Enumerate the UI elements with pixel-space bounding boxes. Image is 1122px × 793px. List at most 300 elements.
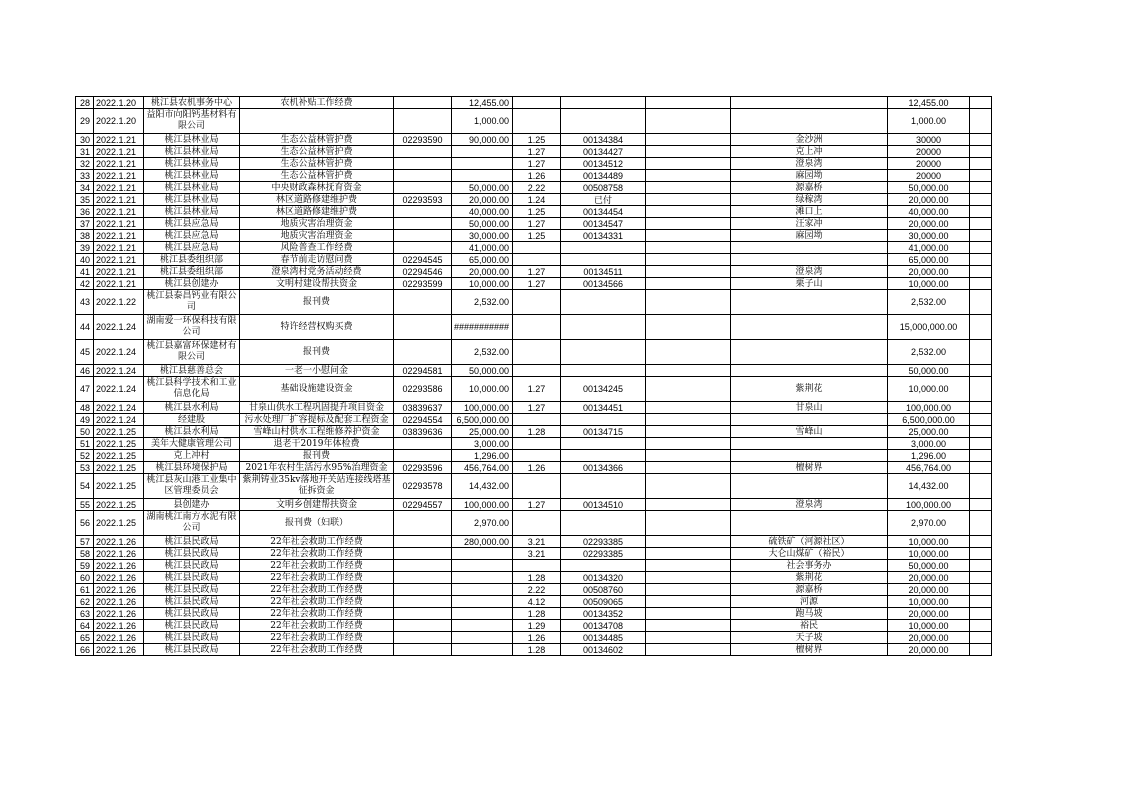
date-cell: 2022.1.25: [94, 462, 144, 474]
voucher-number-cell: 已付: [561, 194, 646, 206]
table-row: [76, 474, 992, 499]
blank-cell: [646, 206, 731, 218]
amount-cell: [452, 644, 513, 656]
table-row: [76, 182, 992, 194]
voucher-number-cell: 00134454: [561, 206, 646, 218]
row-number-cell: 59: [76, 560, 94, 572]
reference-number-cell: 03839636: [394, 426, 452, 438]
amount-cell: 20,000.00: [452, 194, 513, 206]
date-code-cell: 1.25: [513, 206, 561, 218]
trailing-blank-cell: [970, 134, 992, 146]
payer-unit-cell: 桃江县林业局: [144, 206, 240, 218]
row-number-cell: 61: [76, 584, 94, 596]
table-row: [76, 290, 992, 315]
reference-number-cell: 03839637: [394, 402, 452, 414]
amount-cell: [452, 572, 513, 584]
village-cell: [731, 97, 888, 109]
row-number-cell: 38: [76, 230, 94, 242]
village-cell: [731, 254, 888, 266]
table-row: [76, 402, 992, 414]
reference-number-cell: [394, 536, 452, 548]
amount-cell: 1,000.00: [452, 109, 513, 134]
trailing-blank-cell: [970, 230, 992, 242]
allocated-amount-cell: 20,000.00: [888, 608, 970, 620]
payer-unit-cell: 桃江县应急局: [144, 230, 240, 242]
item-cell: 紫荆铸业35kv落地开关站连接线塔基征拆资金: [240, 474, 394, 499]
blank-cell: [646, 450, 731, 462]
row-number-cell: 62: [76, 596, 94, 608]
blank-cell: [646, 97, 731, 109]
amount-cell: [452, 170, 513, 182]
trailing-blank-cell: [970, 170, 992, 182]
amount-cell: 100,000.00: [452, 499, 513, 511]
row-number-cell: 52: [76, 450, 94, 462]
blank-cell: [646, 315, 731, 340]
payer-unit-cell: 湖南桃江南方水泥有限公司: [144, 511, 240, 536]
row-number-cell: 41: [76, 266, 94, 278]
item-cell: 农机补贴工作经费: [240, 97, 394, 109]
voucher-number-cell: [561, 97, 646, 109]
village-cell: 河源: [731, 596, 888, 608]
item-cell: 22年社会救助工作经费: [240, 620, 394, 632]
trailing-blank-cell: [970, 572, 992, 584]
allocated-amount-cell: 100,000.00: [888, 402, 970, 414]
item-cell: 退老干2019年体检费: [240, 438, 394, 450]
reference-number-cell: [394, 109, 452, 134]
voucher-number-cell: 00508758: [561, 182, 646, 194]
blank-cell: [646, 608, 731, 620]
village-cell: 澄泉湾: [731, 158, 888, 170]
voucher-number-cell: [561, 450, 646, 462]
blank-cell: [646, 402, 731, 414]
trailing-blank-cell: [970, 242, 992, 254]
trailing-blank-cell: [970, 438, 992, 450]
village-cell: 滩口上: [731, 206, 888, 218]
voucher-number-cell: 02293385: [561, 536, 646, 548]
date-cell: 2022.1.24: [94, 315, 144, 340]
reference-number-cell: 02293590: [394, 134, 452, 146]
allocated-amount-cell: 2,532.00: [888, 290, 970, 315]
reference-number-cell: [394, 644, 452, 656]
village-cell: 跑马坡: [731, 608, 888, 620]
table-row: [76, 206, 992, 218]
payer-unit-cell: 桃江县应急局: [144, 218, 240, 230]
row-number-cell: 63: [76, 608, 94, 620]
reference-number-cell: 02293578: [394, 474, 452, 499]
amount-cell: [452, 620, 513, 632]
item-cell: 基础设施建设资金: [240, 377, 394, 402]
row-number-cell: 58: [76, 548, 94, 560]
payer-unit-cell: 桃江县民政局: [144, 596, 240, 608]
voucher-number-cell: [561, 414, 646, 426]
date-cell: 2022.1.26: [94, 548, 144, 560]
date-cell: 2022.1.26: [94, 608, 144, 620]
item-cell: 雪峰山村供水工程维修养护资金: [240, 426, 394, 438]
allocated-amount-cell: 10,000.00: [888, 596, 970, 608]
date-code-cell: [513, 242, 561, 254]
blank-cell: [646, 462, 731, 474]
date-code-cell: 3.21: [513, 548, 561, 560]
voucher-number-cell: [561, 340, 646, 365]
blank-cell: [646, 511, 731, 536]
trailing-blank-cell: [970, 608, 992, 620]
reference-number-cell: [394, 560, 452, 572]
village-cell: 克上冲: [731, 146, 888, 158]
row-number-cell: 34: [76, 182, 94, 194]
village-cell: 硫铁矿（河源社区）: [731, 536, 888, 548]
table-row: [76, 644, 992, 656]
reference-number-cell: [394, 572, 452, 584]
trailing-blank-cell: [970, 377, 992, 402]
allocated-amount-cell: 20000: [888, 158, 970, 170]
voucher-number-cell: [561, 315, 646, 340]
table-row: [76, 340, 992, 365]
blank-cell: [646, 560, 731, 572]
trailing-blank-cell: [970, 548, 992, 560]
row-number-cell: 64: [76, 620, 94, 632]
trailing-blank-cell: [970, 596, 992, 608]
village-cell: 麻园坳: [731, 230, 888, 242]
trailing-blank-cell: [970, 402, 992, 414]
payer-unit-cell: 桃江县林业局: [144, 182, 240, 194]
table-row: [76, 414, 992, 426]
village-cell: 社会事务办: [731, 560, 888, 572]
trailing-blank-cell: [970, 315, 992, 340]
amount-cell: [452, 632, 513, 644]
date-code-cell: [513, 109, 561, 134]
allocated-amount-cell: 40,000.00: [888, 206, 970, 218]
item-cell: 地质灾害治理资金: [240, 230, 394, 242]
reference-number-cell: [394, 315, 452, 340]
date-cell: 2022.1.24: [94, 377, 144, 402]
trailing-blank-cell: [970, 620, 992, 632]
reference-number-cell: [394, 230, 452, 242]
amount-cell: 3,000.00: [452, 438, 513, 450]
allocated-amount-cell: 100,000.00: [888, 499, 970, 511]
allocated-amount-cell: 6,500,000.00: [888, 414, 970, 426]
date-cell: 2022.1.21: [94, 230, 144, 242]
trailing-blank-cell: [970, 450, 992, 462]
table-row: [76, 548, 992, 560]
allocated-amount-cell: 15,000,000.00: [888, 315, 970, 340]
reference-number-cell: [394, 97, 452, 109]
blank-cell: [646, 365, 731, 377]
reference-number-cell: [394, 146, 452, 158]
payer-unit-cell: 桃江县慈善总会: [144, 365, 240, 377]
blank-cell: [646, 536, 731, 548]
date-code-cell: [513, 365, 561, 377]
blank-cell: [646, 278, 731, 290]
blank-cell: [646, 596, 731, 608]
blank-cell: [646, 474, 731, 499]
row-number-cell: 37: [76, 218, 94, 230]
date-cell: 2022.1.21: [94, 254, 144, 266]
allocated-amount-cell: 30000: [888, 134, 970, 146]
date-cell: 2022.1.21: [94, 266, 144, 278]
payer-unit-cell: 桃江县民政局: [144, 536, 240, 548]
blank-cell: [646, 572, 731, 584]
item-cell: 生态公益林管护费: [240, 170, 394, 182]
allocated-amount-cell: 20,000.00: [888, 572, 970, 584]
payer-unit-cell: 桃江县嘉富环保建材有限公司: [144, 340, 240, 365]
voucher-number-cell: 00134331: [561, 230, 646, 242]
date-code-cell: 1.25: [513, 230, 561, 242]
blank-cell: [646, 170, 731, 182]
item-cell: 报刊费: [240, 450, 394, 462]
row-number-cell: 30: [76, 134, 94, 146]
table-row: [76, 620, 992, 632]
village-cell: [731, 315, 888, 340]
amount-cell: 6,500,000.00: [452, 414, 513, 426]
date-cell: 2022.1.21: [94, 206, 144, 218]
reference-number-cell: 02294581: [394, 365, 452, 377]
date-cell: 2022.1.25: [94, 511, 144, 536]
date-code-cell: 2.22: [513, 584, 561, 596]
payer-unit-cell: 益阳市向阳钙基材料有限公司: [144, 109, 240, 134]
date-cell: 2022.1.24: [94, 365, 144, 377]
payer-unit-cell: 桃江县环境保护局: [144, 462, 240, 474]
allocated-amount-cell: 50,000.00: [888, 182, 970, 194]
allocated-amount-cell: 10,000.00: [888, 548, 970, 560]
date-cell: 2022.1.24: [94, 414, 144, 426]
payer-unit-cell: 桃江县水利局: [144, 426, 240, 438]
trailing-blank-cell: [970, 146, 992, 158]
blank-cell: [646, 632, 731, 644]
row-number-cell: 49: [76, 414, 94, 426]
amount-cell: 456,764.00: [452, 462, 513, 474]
item-cell: 报刊费（妇联）: [240, 511, 394, 536]
reference-number-cell: [394, 620, 452, 632]
item-cell: 文明乡创建帮扶资金: [240, 499, 394, 511]
payer-unit-cell: 桃江县民政局: [144, 560, 240, 572]
voucher-number-cell: 00134512: [561, 158, 646, 170]
trailing-blank-cell: [970, 97, 992, 109]
voucher-number-cell: 00134602: [561, 644, 646, 656]
village-cell: 麻园坳: [731, 170, 888, 182]
row-number-cell: 54: [76, 474, 94, 499]
amount-cell: [452, 596, 513, 608]
allocated-amount-cell: 20000: [888, 146, 970, 158]
date-code-cell: 1.27: [513, 377, 561, 402]
payer-unit-cell: 桃江县应急局: [144, 242, 240, 254]
allocated-amount-cell: 14,432.00: [888, 474, 970, 499]
row-number-cell: 46: [76, 365, 94, 377]
reference-number-cell: 02293593: [394, 194, 452, 206]
blank-cell: [646, 266, 731, 278]
payer-unit-cell: 桃江县民政局: [144, 632, 240, 644]
village-cell: 甘泉山: [731, 402, 888, 414]
payer-unit-cell: 桃江县林业局: [144, 194, 240, 206]
item-cell: 报刊费: [240, 340, 394, 365]
date-cell: 2022.1.26: [94, 536, 144, 548]
blank-cell: [646, 499, 731, 511]
voucher-number-cell: 00134384: [561, 134, 646, 146]
village-cell: 金沙洲: [731, 134, 888, 146]
village-cell: 雪峰山: [731, 426, 888, 438]
blank-cell: [646, 438, 731, 450]
reference-number-cell: [394, 218, 452, 230]
blank-cell: [646, 134, 731, 146]
row-number-cell: 32: [76, 158, 94, 170]
allocated-amount-cell: 20,000.00: [888, 632, 970, 644]
allocated-amount-cell: 1,000.00: [888, 109, 970, 134]
payer-unit-cell: 桃江县林业局: [144, 146, 240, 158]
payer-unit-cell: 桃江县委组织部: [144, 254, 240, 266]
voucher-number-cell: [561, 474, 646, 499]
date-code-cell: [513, 450, 561, 462]
payer-unit-cell: 桃江县农机事务中心: [144, 97, 240, 109]
trailing-blank-cell: [970, 414, 992, 426]
item-cell: 一老一小慰问金: [240, 365, 394, 377]
date-cell: 2022.1.26: [94, 584, 144, 596]
amount-cell: 40,000.00: [452, 206, 513, 218]
reference-number-cell: 02294546: [394, 266, 452, 278]
item-cell: 22年社会救助工作经费: [240, 596, 394, 608]
village-cell: [731, 450, 888, 462]
amount-cell: 2,532.00: [452, 290, 513, 315]
row-number-cell: 55: [76, 499, 94, 511]
date-code-cell: 1.27: [513, 146, 561, 158]
blank-cell: [646, 242, 731, 254]
reference-number-cell: [394, 511, 452, 536]
amount-cell: [452, 584, 513, 596]
allocated-amount-cell: 20,000.00: [888, 644, 970, 656]
trailing-blank-cell: [970, 194, 992, 206]
item-cell: 甘泉山供水工程巩固提升项目资金: [240, 402, 394, 414]
row-number-cell: 56: [76, 511, 94, 536]
reference-number-cell: [394, 170, 452, 182]
trailing-blank-cell: [970, 218, 992, 230]
trailing-blank-cell: [970, 365, 992, 377]
trailing-blank-cell: [970, 536, 992, 548]
trailing-blank-cell: [970, 158, 992, 170]
trailing-blank-cell: [970, 474, 992, 499]
date-code-cell: 4.12: [513, 596, 561, 608]
voucher-number-cell: 00134489: [561, 170, 646, 182]
voucher-number-cell: 00508760: [561, 584, 646, 596]
table-row: [76, 266, 992, 278]
item-cell: 生态公益林管护费: [240, 146, 394, 158]
voucher-number-cell: 00134547: [561, 218, 646, 230]
date-cell: 2022.1.25: [94, 426, 144, 438]
village-cell: [731, 242, 888, 254]
table-row: [76, 426, 992, 438]
amount-cell: 14,432.00: [452, 474, 513, 499]
table-row: [76, 584, 992, 596]
date-cell: 2022.1.24: [94, 340, 144, 365]
date-cell: 2022.1.21: [94, 170, 144, 182]
amount-cell: ###########: [452, 315, 513, 340]
reference-number-cell: [394, 206, 452, 218]
amount-cell: 10,000.00: [452, 278, 513, 290]
amount-cell: 50,000.00: [452, 182, 513, 194]
village-cell: 檀树界: [731, 644, 888, 656]
amount-cell: [452, 146, 513, 158]
table-row: [76, 536, 992, 548]
date-cell: 2022.1.21: [94, 146, 144, 158]
reference-number-cell: 02293586: [394, 377, 452, 402]
voucher-number-cell: 00509065: [561, 596, 646, 608]
item-cell: 22年社会救助工作经费: [240, 536, 394, 548]
table-row: [76, 230, 992, 242]
blank-cell: [646, 194, 731, 206]
blank-cell: [646, 146, 731, 158]
table-row: [76, 254, 992, 266]
reference-number-cell: [394, 438, 452, 450]
blank-cell: [646, 218, 731, 230]
village-cell: 栗子山: [731, 278, 888, 290]
date-cell: 2022.1.21: [94, 158, 144, 170]
date-code-cell: [513, 254, 561, 266]
date-cell: 2022.1.26: [94, 560, 144, 572]
row-number-cell: 48: [76, 402, 94, 414]
voucher-number-cell: 00134510: [561, 499, 646, 511]
blank-cell: [646, 548, 731, 560]
date-cell: 2022.1.25: [94, 450, 144, 462]
payer-unit-cell: 桃江县民政局: [144, 548, 240, 560]
date-cell: 2022.1.26: [94, 620, 144, 632]
trailing-blank-cell: [970, 182, 992, 194]
reference-number-cell: [394, 608, 452, 620]
table-row: [76, 596, 992, 608]
trailing-blank-cell: [970, 632, 992, 644]
payer-unit-cell: 县创建办: [144, 499, 240, 511]
item-cell: 生态公益林管护费: [240, 134, 394, 146]
date-code-cell: 1.29: [513, 620, 561, 632]
village-cell: [731, 438, 888, 450]
reference-number-cell: [394, 182, 452, 194]
row-number-cell: 47: [76, 377, 94, 402]
reference-number-cell: [394, 290, 452, 315]
date-code-cell: 1.28: [513, 644, 561, 656]
blank-cell: [646, 414, 731, 426]
payer-unit-cell: 桃江县民政局: [144, 584, 240, 596]
row-number-cell: 28: [76, 97, 94, 109]
date-code-cell: 1.26: [513, 462, 561, 474]
item-cell: 22年社会救助工作经费: [240, 572, 394, 584]
date-code-cell: [513, 97, 561, 109]
village-cell: [731, 474, 888, 499]
allocated-amount-cell: 10,000.00: [888, 620, 970, 632]
voucher-number-cell: 02293385: [561, 548, 646, 560]
row-number-cell: 36: [76, 206, 94, 218]
amount-cell: 25,000.00: [452, 426, 513, 438]
voucher-number-cell: [561, 438, 646, 450]
amount-cell: 1,296.00: [452, 450, 513, 462]
voucher-number-cell: [561, 511, 646, 536]
payer-unit-cell: 桃江县林业局: [144, 134, 240, 146]
table-row: [76, 109, 992, 134]
payer-unit-cell: 美年大健康管理公司: [144, 438, 240, 450]
date-code-cell: 1.25: [513, 134, 561, 146]
blank-cell: [646, 377, 731, 402]
allocated-amount-cell: 20,000.00: [888, 218, 970, 230]
allocated-amount-cell: 2,532.00: [888, 340, 970, 365]
date-cell: 2022.1.22: [94, 290, 144, 315]
row-number-cell: 50: [76, 426, 94, 438]
payer-unit-cell: 桃江县灰山港工业集中区管理委员会: [144, 474, 240, 499]
date-code-cell: 2.22: [513, 182, 561, 194]
blank-cell: [646, 109, 731, 134]
trailing-blank-cell: [970, 206, 992, 218]
amount-cell: [452, 560, 513, 572]
date-code-cell: 1.27: [513, 266, 561, 278]
village-cell: [731, 109, 888, 134]
date-cell: 2022.1.25: [94, 474, 144, 499]
amount-cell: 100,000.00: [452, 402, 513, 414]
item-cell: 春节前走访慰问费: [240, 254, 394, 266]
item-cell: 文明村建设帮扶资金: [240, 278, 394, 290]
